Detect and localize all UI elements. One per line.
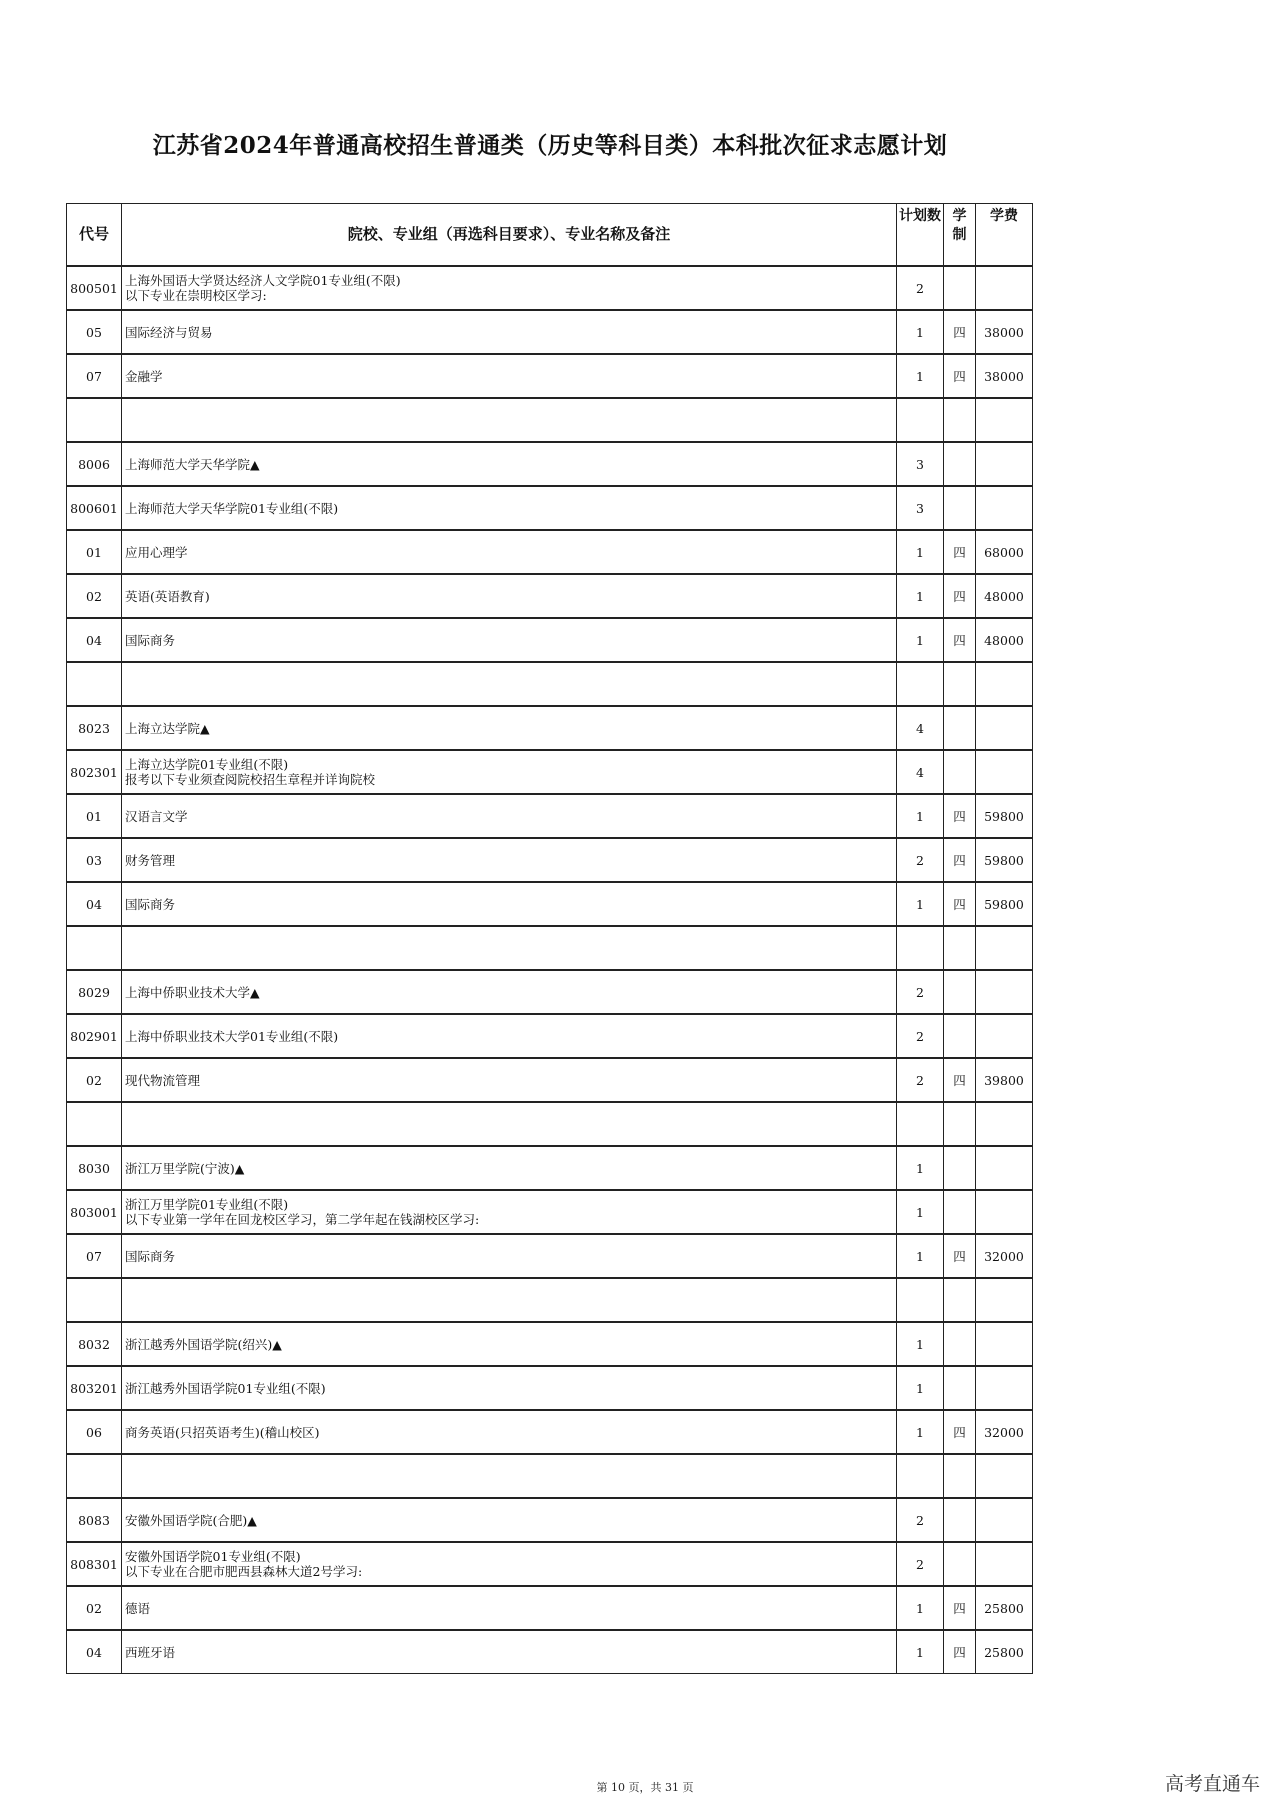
row-fee bbox=[976, 1146, 1033, 1190]
row-name: 德语 bbox=[125, 1600, 151, 1616]
row-name-cell bbox=[122, 1278, 897, 1322]
row-plan: 1 bbox=[897, 1630, 944, 1674]
table-row bbox=[67, 1630, 1033, 1674]
row-fee: 32000 bbox=[976, 1410, 1033, 1454]
row-name: 上海外国语大学贤达经济人文学院01专业组(不限) bbox=[125, 273, 401, 288]
enrollment-plan-table bbox=[66, 203, 1033, 1674]
row-plan: 1 bbox=[897, 1234, 944, 1278]
row-code: 07 bbox=[67, 1234, 122, 1278]
table-row bbox=[67, 530, 1033, 574]
row-code: 8030 bbox=[67, 1146, 122, 1190]
row-name-cell bbox=[122, 266, 897, 310]
row-name: 浙江万里学院01专业组(不限) bbox=[125, 1197, 289, 1212]
table-row bbox=[67, 706, 1033, 750]
row-code: 802301 bbox=[67, 750, 122, 794]
row-years bbox=[944, 486, 976, 530]
row-name-cell bbox=[122, 750, 897, 794]
table-row bbox=[67, 1102, 1033, 1146]
row-plan: 2 bbox=[897, 838, 944, 882]
table-row bbox=[67, 882, 1033, 926]
row-name-cell bbox=[122, 618, 897, 662]
row-code: 800601 bbox=[67, 486, 122, 530]
page-title: 江苏省2024年普通高校招生普通类（历史等科目类）本科批次征求志愿计划 bbox=[152, 132, 948, 159]
row-fee bbox=[976, 970, 1033, 1014]
row-name-cell bbox=[122, 1322, 897, 1366]
row-name: 上海中侨职业技术大学01专业组(不限) bbox=[125, 1028, 339, 1044]
row-code: 04 bbox=[67, 882, 122, 926]
row-name: 国际商务 bbox=[125, 632, 176, 648]
row-name: 上海师范大学天华学院01专业组(不限) bbox=[125, 500, 339, 516]
row-code: 01 bbox=[67, 530, 122, 574]
row-name: 应用心理学 bbox=[125, 544, 188, 560]
row-name: 上海中侨职业技术大学▲ bbox=[125, 984, 260, 1000]
row-name-cell bbox=[122, 1410, 897, 1454]
row-name-cell bbox=[122, 794, 897, 838]
row-plan: 1 bbox=[897, 574, 944, 618]
row-note: 以下专业在崇明校区学习: bbox=[125, 288, 267, 303]
row-years: 四 bbox=[944, 530, 976, 574]
row-years bbox=[944, 1102, 976, 1146]
row-fee bbox=[976, 1102, 1033, 1146]
table-row bbox=[67, 1234, 1033, 1278]
row-plan: 1 bbox=[897, 1410, 944, 1454]
row-plan: 1 bbox=[897, 530, 944, 574]
row-plan: 1 bbox=[897, 310, 944, 354]
row-years bbox=[944, 1190, 976, 1234]
row-plan: 1 bbox=[897, 1190, 944, 1234]
row-name-cell bbox=[122, 398, 897, 442]
row-name: 英语(英语教育) bbox=[125, 588, 210, 604]
row-years bbox=[944, 1366, 976, 1410]
row-name-cell bbox=[122, 1146, 897, 1190]
row-code: 8006 bbox=[67, 442, 122, 486]
row-name-cell bbox=[122, 1586, 897, 1630]
row-plan: 4 bbox=[897, 706, 944, 750]
row-name: 国际商务 bbox=[125, 1248, 176, 1264]
row-fee bbox=[976, 1322, 1033, 1366]
row-code: 01 bbox=[67, 794, 122, 838]
row-fee bbox=[976, 486, 1033, 530]
row-code bbox=[67, 662, 122, 706]
table-row bbox=[67, 1190, 1033, 1234]
row-name: 安徽外国语学院01专业组(不限) bbox=[125, 1549, 301, 1564]
row-plan: 2 bbox=[897, 1058, 944, 1102]
row-name-cell bbox=[122, 354, 897, 398]
row-name-cell bbox=[122, 486, 897, 530]
table-row bbox=[67, 1454, 1033, 1498]
table-row bbox=[67, 750, 1033, 794]
row-code: 803201 bbox=[67, 1366, 122, 1410]
row-name: 金融学 bbox=[125, 368, 163, 384]
row-years bbox=[944, 1542, 976, 1586]
row-code bbox=[67, 1278, 122, 1322]
row-name: 汉语言文学 bbox=[125, 808, 188, 824]
header-plan: 计划数 bbox=[897, 204, 944, 267]
row-plan: 1 bbox=[897, 882, 944, 926]
row-name-cell bbox=[122, 882, 897, 926]
row-fee: 25800 bbox=[976, 1586, 1033, 1630]
row-years: 四 bbox=[944, 838, 976, 882]
row-years: 四 bbox=[944, 1234, 976, 1278]
row-years bbox=[944, 398, 976, 442]
row-name: 现代物流管理 bbox=[125, 1072, 201, 1088]
row-code: 04 bbox=[67, 618, 122, 662]
table-row bbox=[67, 310, 1033, 354]
row-name-cell bbox=[122, 310, 897, 354]
row-years bbox=[944, 1278, 976, 1322]
row-name-cell bbox=[122, 1630, 897, 1674]
row-fee bbox=[976, 662, 1033, 706]
row-name-cell bbox=[122, 1234, 897, 1278]
row-code: 802901 bbox=[67, 1014, 122, 1058]
row-name-cell bbox=[122, 1014, 897, 1058]
row-fee: 38000 bbox=[976, 310, 1033, 354]
row-name: 浙江越秀外国语学院01专业组(不限) bbox=[125, 1380, 326, 1396]
table-row bbox=[67, 1146, 1033, 1190]
row-code bbox=[67, 1102, 122, 1146]
table-row bbox=[67, 1586, 1033, 1630]
row-name: 商务英语(只招英语考生)(稽山校区) bbox=[125, 1424, 320, 1440]
row-plan: 2 bbox=[897, 1014, 944, 1058]
row-name-cell bbox=[122, 926, 897, 970]
row-code: 8083 bbox=[67, 1498, 122, 1542]
row-years bbox=[944, 1014, 976, 1058]
row-fee bbox=[976, 706, 1033, 750]
row-name-cell bbox=[122, 530, 897, 574]
row-plan: 2 bbox=[897, 1498, 944, 1542]
row-name: 上海师范大学天华学院▲ bbox=[125, 456, 260, 472]
row-years: 四 bbox=[944, 882, 976, 926]
table-row bbox=[67, 1058, 1033, 1102]
row-years: 四 bbox=[944, 1630, 976, 1674]
row-fee bbox=[976, 266, 1033, 310]
row-code: 07 bbox=[67, 354, 122, 398]
header-name: 院校、专业组（再选科目要求）、专业名称及备注 bbox=[122, 204, 897, 267]
row-name: 上海立达学院01专业组(不限) bbox=[125, 757, 289, 772]
row-code bbox=[67, 926, 122, 970]
row-years: 四 bbox=[944, 1586, 976, 1630]
row-plan: 1 bbox=[897, 354, 944, 398]
row-plan: 1 bbox=[897, 1366, 944, 1410]
row-plan bbox=[897, 398, 944, 442]
table-body bbox=[67, 266, 1033, 1674]
row-name-cell bbox=[122, 1190, 897, 1234]
table-row bbox=[67, 926, 1033, 970]
row-years bbox=[944, 1322, 976, 1366]
row-name-cell bbox=[122, 442, 897, 486]
table-header-row bbox=[67, 204, 1033, 267]
table-row bbox=[67, 1322, 1033, 1366]
row-fee: 59800 bbox=[976, 794, 1033, 838]
row-years: 四 bbox=[944, 618, 976, 662]
row-fee: 59800 bbox=[976, 838, 1033, 882]
page-footer: 第 10 页，共 31 页 bbox=[596, 1781, 694, 1794]
row-name-cell bbox=[122, 970, 897, 1014]
table-row bbox=[67, 354, 1033, 398]
row-fee bbox=[976, 1454, 1033, 1498]
row-years bbox=[944, 926, 976, 970]
row-name: 财务管理 bbox=[125, 852, 176, 868]
row-code: 04 bbox=[67, 1630, 122, 1674]
row-name-cell bbox=[122, 1058, 897, 1102]
table-row bbox=[67, 838, 1033, 882]
row-fee: 39800 bbox=[976, 1058, 1033, 1102]
row-name: 浙江万里学院(宁波)▲ bbox=[125, 1160, 245, 1176]
row-fee: 48000 bbox=[976, 618, 1033, 662]
row-plan: 2 bbox=[897, 266, 944, 310]
row-plan: 3 bbox=[897, 486, 944, 530]
table-row bbox=[67, 662, 1033, 706]
table-row bbox=[67, 574, 1033, 618]
row-plan: 1 bbox=[897, 1322, 944, 1366]
row-years bbox=[944, 750, 976, 794]
row-name-cell bbox=[122, 1102, 897, 1146]
row-name: 国际经济与贸易 bbox=[125, 324, 213, 340]
table-row bbox=[67, 1366, 1033, 1410]
row-fee bbox=[976, 1542, 1033, 1586]
row-fee bbox=[976, 1014, 1033, 1058]
row-code: 02 bbox=[67, 1586, 122, 1630]
table-row bbox=[67, 970, 1033, 1014]
table-row bbox=[67, 618, 1033, 662]
row-name: 西班牙语 bbox=[125, 1644, 176, 1660]
row-fee bbox=[976, 1278, 1033, 1322]
row-code: 02 bbox=[67, 574, 122, 618]
row-name: 浙江越秀外国语学院(绍兴)▲ bbox=[125, 1336, 282, 1352]
row-plan: 4 bbox=[897, 750, 944, 794]
row-plan bbox=[897, 1102, 944, 1146]
row-fee bbox=[976, 750, 1033, 794]
row-name-cell bbox=[122, 662, 897, 706]
header-years: 学制 bbox=[944, 204, 976, 267]
row-plan bbox=[897, 662, 944, 706]
row-code: 05 bbox=[67, 310, 122, 354]
row-plan: 2 bbox=[897, 970, 944, 1014]
row-years: 四 bbox=[944, 1058, 976, 1102]
row-years bbox=[944, 266, 976, 310]
row-code: 8023 bbox=[67, 706, 122, 750]
row-years: 四 bbox=[944, 310, 976, 354]
table-row bbox=[67, 266, 1033, 310]
row-code: 02 bbox=[67, 1058, 122, 1102]
row-fee bbox=[976, 398, 1033, 442]
row-years bbox=[944, 706, 976, 750]
row-years bbox=[944, 1146, 976, 1190]
row-name-cell bbox=[122, 1454, 897, 1498]
row-plan: 3 bbox=[897, 442, 944, 486]
row-code: 03 bbox=[67, 838, 122, 882]
row-code: 8029 bbox=[67, 970, 122, 1014]
row-plan: 1 bbox=[897, 1586, 944, 1630]
row-code: 06 bbox=[67, 1410, 122, 1454]
row-name: 安徽外国语学院(合肥)▲ bbox=[125, 1512, 257, 1528]
row-plan: 1 bbox=[897, 1146, 944, 1190]
row-name: 国际商务 bbox=[125, 896, 176, 912]
row-plan bbox=[897, 1278, 944, 1322]
row-note: 报考以下专业须查阅院校招生章程并详询院校 bbox=[125, 772, 376, 787]
row-fee bbox=[976, 1190, 1033, 1234]
row-plan: 1 bbox=[897, 794, 944, 838]
row-fee bbox=[976, 1498, 1033, 1542]
row-years: 四 bbox=[944, 1410, 976, 1454]
table-row bbox=[67, 486, 1033, 530]
watermark-text: 高考直通车 bbox=[1164, 1773, 1260, 1795]
row-code: 8032 bbox=[67, 1322, 122, 1366]
row-code bbox=[67, 1454, 122, 1498]
row-fee: 68000 bbox=[976, 530, 1033, 574]
row-code: 808301 bbox=[67, 1542, 122, 1586]
row-years bbox=[944, 442, 976, 486]
row-years: 四 bbox=[944, 354, 976, 398]
table-row bbox=[67, 1498, 1033, 1542]
row-name-cell bbox=[122, 1498, 897, 1542]
row-name-cell bbox=[122, 1366, 897, 1410]
row-years bbox=[944, 662, 976, 706]
row-note: 以下专业第一学年在回龙校区学习，第二学年起在钱湖校区学习: bbox=[125, 1212, 480, 1227]
table-row bbox=[67, 398, 1033, 442]
row-name-cell bbox=[122, 838, 897, 882]
table-row bbox=[67, 1014, 1033, 1058]
row-plan bbox=[897, 1454, 944, 1498]
row-fee: 32000 bbox=[976, 1234, 1033, 1278]
row-code bbox=[67, 398, 122, 442]
row-fee: 25800 bbox=[976, 1630, 1033, 1674]
row-plan: 1 bbox=[897, 618, 944, 662]
row-code: 800501 bbox=[67, 266, 122, 310]
header-fee: 学费 bbox=[976, 204, 1033, 267]
row-fee bbox=[976, 442, 1033, 486]
row-name-cell bbox=[122, 1542, 897, 1586]
row-years bbox=[944, 970, 976, 1014]
row-years: 四 bbox=[944, 794, 976, 838]
row-name-cell bbox=[122, 706, 897, 750]
row-code: 803001 bbox=[67, 1190, 122, 1234]
row-name: 上海立达学院▲ bbox=[125, 720, 210, 736]
row-years bbox=[944, 1498, 976, 1542]
table-row bbox=[67, 1278, 1033, 1322]
table-row bbox=[67, 794, 1033, 838]
header-code: 代号 bbox=[67, 204, 122, 267]
row-fee bbox=[976, 1366, 1033, 1410]
table-row bbox=[67, 442, 1033, 486]
row-fee: 48000 bbox=[976, 574, 1033, 618]
row-fee: 59800 bbox=[976, 882, 1033, 926]
row-plan: 2 bbox=[897, 1542, 944, 1586]
table-row bbox=[67, 1410, 1033, 1454]
table-row bbox=[67, 1542, 1033, 1586]
row-years: 四 bbox=[944, 574, 976, 618]
row-fee bbox=[976, 926, 1033, 970]
row-name-cell bbox=[122, 574, 897, 618]
row-fee: 38000 bbox=[976, 354, 1033, 398]
row-note: 以下专业在合肥市肥西县森林大道2号学习: bbox=[125, 1564, 363, 1579]
row-plan bbox=[897, 926, 944, 970]
row-years bbox=[944, 1454, 976, 1498]
